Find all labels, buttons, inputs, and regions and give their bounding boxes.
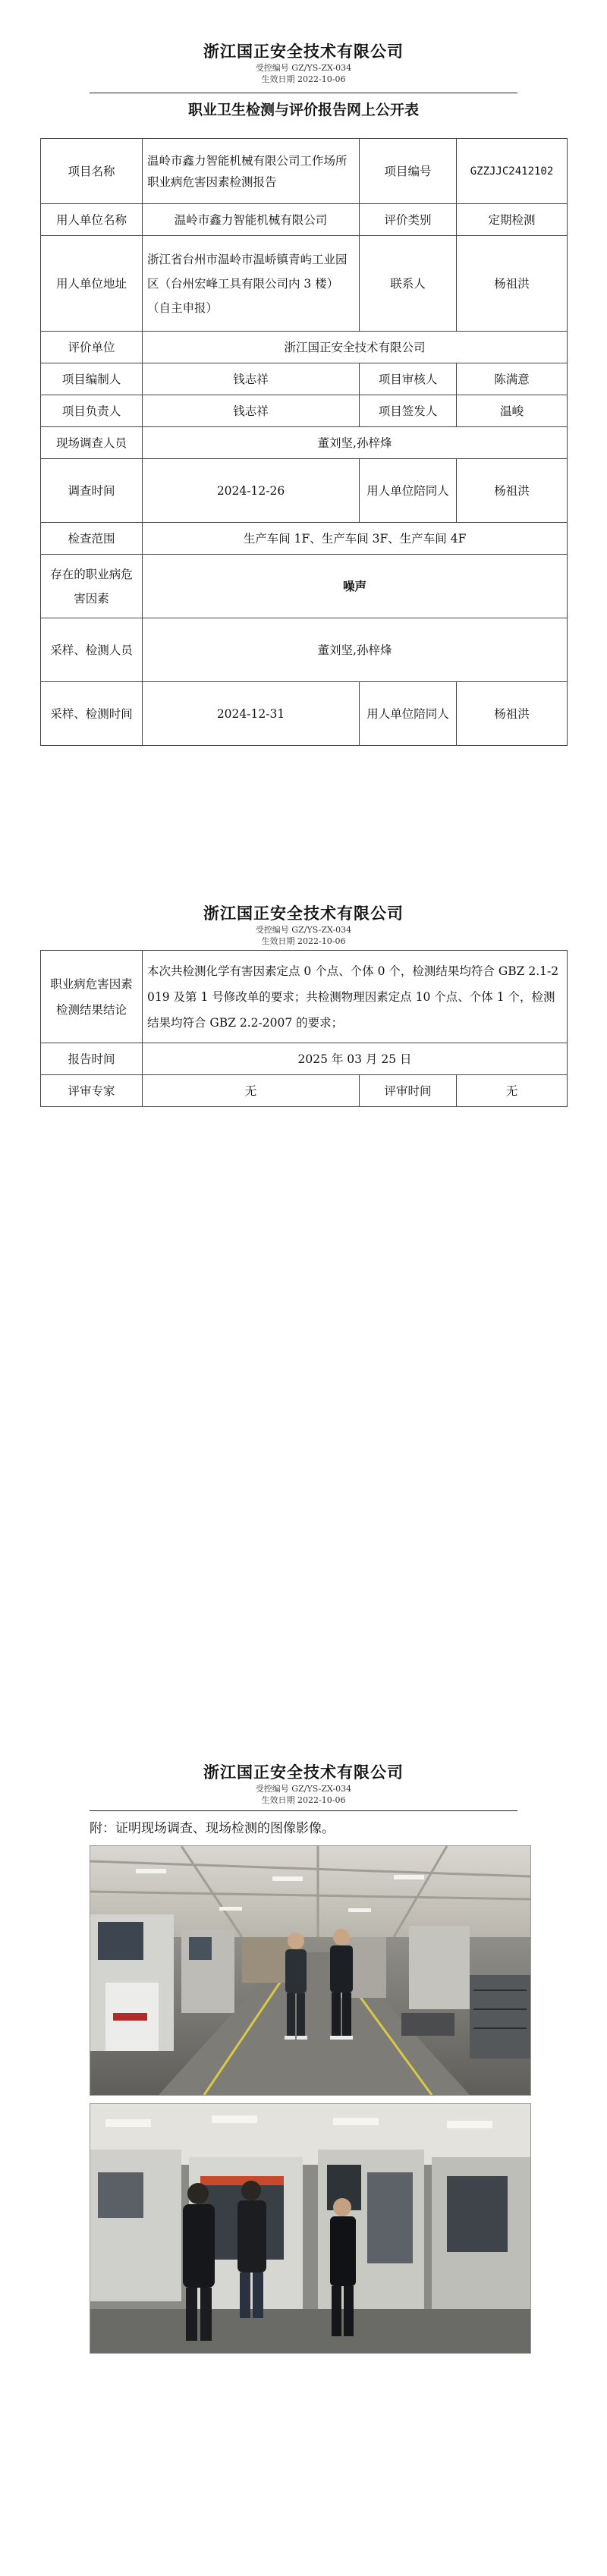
reviewer-label: 项目审核人 <box>360 363 457 395</box>
company-name: 浙江国正安全技术有限公司 <box>203 1763 404 1782</box>
sample-time-label: 采样、检测时间 <box>41 682 143 746</box>
employer-label: 用人单位名称 <box>41 204 143 236</box>
control-code: 受控编号 GZ/YS-ZX-034 <box>255 1784 352 1794</box>
control-code: 受控编号 GZ/YS-ZX-034 <box>255 925 352 935</box>
eval-type-label: 评价类别 <box>360 204 457 236</box>
accompany-value: 杨祖洪 <box>457 459 568 523</box>
address-value: 浙江省台州市温岭市温峤镇青屿工业园区（台州宏峰工具有限公司内 3 楼）（自主申报） <box>143 236 360 332</box>
survey-time-value: 2024-12-26 <box>143 459 360 523</box>
compiler-value: 钱志祥 <box>143 363 360 395</box>
leader-label: 项目负责人 <box>41 395 143 427</box>
project-no-value: GZZJJC2412102 <box>457 139 568 204</box>
expert-value: 无 <box>143 1075 360 1107</box>
review-time-value: 无 <box>457 1075 568 1107</box>
company-name: 浙江国正安全技术有限公司 <box>203 42 404 61</box>
issuer-value: 温峻 <box>457 395 568 427</box>
report-time-value: 2025 年 03 月 25 日 <box>143 1043 568 1075</box>
hazard-value: 噪声 <box>143 555 568 618</box>
employer-value: 温岭市鑫力智能机械有限公司 <box>143 204 360 236</box>
site-photo-1 <box>90 1845 531 2096</box>
accompany2-label: 用人单位陪同人 <box>360 682 457 746</box>
effective-date: 生效日期 2022-10-06 <box>261 74 346 84</box>
page2-header <box>0 901 607 947</box>
conclusion-value: 本次共检测化学有害因素定点 0 个点、个体 0 个，检测结果均符合 GBZ 2.1-2019 及第 1 号修改单的要求；共检测物理因素定点 10 个点、个体 1 个，检测结果均符合 GBZ 2.2-2007 的要求； <box>143 951 568 1043</box>
disclosure-table <box>40 138 568 746</box>
scope-label: 检查范围 <box>41 523 143 555</box>
eval-type-value: 定期检测 <box>457 204 568 236</box>
project-name-label: 项目名称 <box>41 139 143 204</box>
conclusion-table <box>40 950 568 1107</box>
surveyor-value: 董刘坚,孙梓烽 <box>143 427 568 459</box>
effective-date: 生效日期 2022-10-06 <box>261 936 346 946</box>
survey-time-label: 调查时间 <box>41 459 143 523</box>
hazard-label: 存在的职业病危害因素 <box>41 555 143 618</box>
project-no-label: 项目编号 <box>360 139 457 204</box>
document-title: 职业卫生检测与评价报告网上公开表 <box>187 102 419 118</box>
leader-value: 钱志祥 <box>143 395 360 427</box>
effective-date: 生效日期 2022-10-06 <box>261 1795 346 1805</box>
sampler-label: 采样、检测人员 <box>41 618 143 682</box>
scope-value: 生产车间 1F、生产车间 3F、生产车间 4F <box>143 523 568 555</box>
site-photo-2 <box>90 2103 531 2354</box>
eval-unit-value: 浙江国正安全技术有限公司 <box>143 332 568 363</box>
reviewer-value: 陈满意 <box>457 363 568 395</box>
compiler-label: 项目编制人 <box>41 363 143 395</box>
company-name: 浙江国正安全技术有限公司 <box>203 904 404 923</box>
review-time-label: 评审时间 <box>360 1075 457 1107</box>
contact-label: 联系人 <box>360 236 457 332</box>
page1-header <box>0 39 607 85</box>
accompany2-value: 杨祖洪 <box>457 682 568 746</box>
address-label: 用人单位地址 <box>41 236 143 332</box>
project-name-value: 温岭市鑫力智能机械有限公司工作场所职业病危害因素检测报告 <box>143 139 360 204</box>
conclusion-label: 职业病危害因素检测结果结论 <box>41 951 143 1043</box>
annex-caption: 附：证明现场调查、现场检测的图像影像。 <box>90 1821 335 1836</box>
header-rule <box>90 1810 517 1811</box>
surveyor-label: 现场调查人员 <box>41 427 143 459</box>
expert-label: 评审专家 <box>41 1075 143 1107</box>
page3-header <box>0 1760 607 1806</box>
sampler-value: 董刘坚,孙梓烽 <box>143 618 568 682</box>
sample-time-value: 2024-12-31 <box>143 682 360 746</box>
report-time-label: 报告时间 <box>41 1043 143 1075</box>
control-code: 受控编号 GZ/YS-ZX-034 <box>255 63 352 73</box>
eval-unit-label: 评价单位 <box>41 332 143 363</box>
contact-value: 杨祖洪 <box>457 236 568 332</box>
accompany-label: 用人单位陪同人 <box>360 459 457 523</box>
issuer-label: 项目签发人 <box>360 395 457 427</box>
